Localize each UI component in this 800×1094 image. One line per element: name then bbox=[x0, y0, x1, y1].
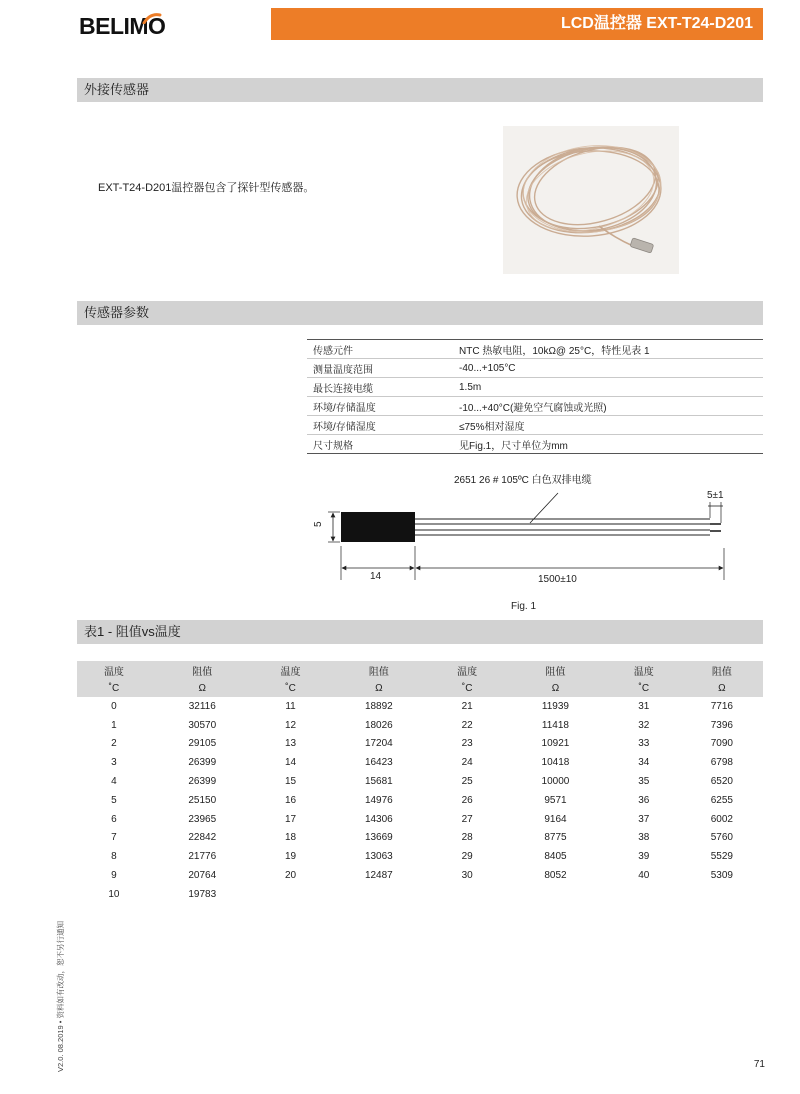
resistance-cell: 11418 bbox=[541, 719, 569, 731]
table-row bbox=[77, 866, 763, 885]
temperature-cell: 40 bbox=[638, 870, 650, 882]
temperature-cell: 20 bbox=[284, 870, 297, 882]
resistance-cell: 10921 bbox=[541, 738, 570, 750]
temperature-cell: 12 bbox=[284, 719, 297, 731]
header-temp: 温度 bbox=[633, 666, 654, 678]
logo-swoosh-icon bbox=[142, 12, 162, 24]
param-value: -10...+40°C(避免空气腐蚀或光照) bbox=[453, 397, 763, 416]
resistance-cell: 8405 bbox=[544, 851, 567, 863]
temperature-cell: 14 bbox=[284, 757, 297, 769]
temperature-cell: 2 bbox=[111, 738, 117, 750]
resistance-cell: 13669 bbox=[364, 832, 393, 844]
page-number: 71 bbox=[753, 1059, 765, 1070]
resistance-cell: 9164 bbox=[544, 813, 567, 825]
sensor-photo bbox=[503, 126, 679, 274]
intro-text: EXT-T24-D201温控器包含了探针型传感器。 bbox=[98, 182, 315, 194]
resistance-cell: 7090 bbox=[710, 738, 733, 750]
param-label: 传感元件 bbox=[307, 340, 453, 359]
param-value: ≤75%相对湿度 bbox=[453, 416, 763, 435]
unit-temp: ˚C bbox=[108, 682, 120, 694]
temperature-cell bbox=[430, 885, 504, 904]
version-note: V2.0. 08.2019 • 资料如有改动，恕不另行通知 bbox=[56, 921, 65, 1072]
param-label: 最长连接电缆 bbox=[307, 378, 453, 397]
table-row bbox=[77, 885, 763, 904]
temperature-cell: 39 bbox=[638, 851, 650, 863]
resistance-cell: 17204 bbox=[364, 738, 393, 750]
resistance-cell: 18026 bbox=[364, 719, 393, 731]
param-value: 1.5m bbox=[453, 378, 763, 397]
temperature-cell: 9 bbox=[111, 870, 117, 882]
temperature-cell bbox=[254, 885, 328, 904]
param-value: 见Fig.1，尺寸单位为mm bbox=[453, 435, 763, 454]
resistance-cell: 16423 bbox=[364, 757, 393, 769]
section-header-sensor-params bbox=[77, 301, 763, 325]
temperature-cell: 28 bbox=[461, 832, 473, 844]
table-body bbox=[77, 697, 763, 904]
param-value: -40...+105°C bbox=[453, 359, 763, 378]
temperature-cell: 31 bbox=[638, 700, 650, 712]
temperature-cell: 34 bbox=[638, 757, 650, 769]
temperature-cell: 35 bbox=[638, 776, 650, 788]
resistance-cell: 20764 bbox=[188, 870, 217, 882]
table-row bbox=[77, 753, 763, 772]
header-resistance: 阻值 bbox=[545, 666, 566, 678]
header-temp: 温度 bbox=[457, 666, 478, 678]
resistance-cell bbox=[504, 885, 607, 904]
resistance-cell: 30570 bbox=[188, 719, 217, 731]
resistance-cell: 7396 bbox=[710, 719, 733, 731]
temperature-cell: 21 bbox=[461, 700, 473, 712]
temperature-cell: 5 bbox=[111, 794, 117, 806]
dim-probe: 14 bbox=[370, 571, 382, 582]
header-resistance: 阻值 bbox=[192, 666, 213, 678]
temperature-cell: 3 bbox=[111, 757, 117, 769]
resistance-temperature-table bbox=[77, 661, 763, 904]
temperature-cell: 32 bbox=[638, 719, 650, 731]
temperature-cell: 7 bbox=[111, 832, 117, 844]
header-bar bbox=[271, 8, 763, 40]
resistance-cell: 13063 bbox=[364, 851, 393, 863]
temperature-cell: 29 bbox=[461, 851, 473, 863]
param-value: NTC 热敏电阻，10kΩ@ 25°C，特性见表 1 bbox=[453, 340, 763, 359]
table-row bbox=[77, 735, 763, 754]
table-row bbox=[77, 810, 763, 829]
temperature-cell: 36 bbox=[638, 794, 650, 806]
sensor-dimension-drawing bbox=[300, 466, 763, 616]
unit-temp: ˚C bbox=[638, 682, 650, 694]
dim-height: 5 bbox=[313, 521, 324, 527]
params-row bbox=[307, 435, 763, 454]
resistance-cell: 10000 bbox=[541, 776, 570, 788]
resistance-cell: 6798 bbox=[710, 757, 733, 769]
resistance-cell: 14306 bbox=[364, 813, 393, 825]
figure-caption: Fig. 1 bbox=[511, 601, 537, 612]
resistance-cell: 12487 bbox=[364, 870, 393, 882]
section-title: 传感器参数 bbox=[84, 305, 150, 320]
temperature-cell: 13 bbox=[284, 738, 297, 750]
resistance-cell: 11939 bbox=[541, 700, 569, 712]
unit-temp: ˚C bbox=[285, 682, 296, 694]
unit-temp: ˚C bbox=[461, 682, 473, 694]
temperature-cell: 25 bbox=[461, 776, 473, 788]
unit-resistance: Ω bbox=[551, 682, 560, 694]
table-row bbox=[77, 716, 763, 735]
section-header-external-sensor bbox=[77, 78, 763, 102]
resistance-cell: 10418 bbox=[541, 757, 570, 769]
param-label: 测量温度范围 bbox=[307, 359, 453, 378]
header-temp: 温度 bbox=[280, 666, 301, 678]
resistance-cell: 21776 bbox=[188, 851, 217, 863]
resistance-cell: 25150 bbox=[188, 794, 217, 806]
resistance-cell: 26399 bbox=[188, 776, 217, 788]
resistance-cell: 26399 bbox=[188, 757, 217, 769]
dim-cable: 1500±10 bbox=[538, 574, 577, 585]
resistance-cell bbox=[327, 885, 430, 904]
resistance-cell: 5760 bbox=[710, 832, 733, 844]
resistance-cell: 9571 bbox=[544, 794, 567, 806]
table-row bbox=[77, 772, 763, 791]
temperature-cell: 1 bbox=[111, 719, 117, 731]
resistance-cell: 5529 bbox=[710, 851, 733, 863]
table-header-row bbox=[77, 661, 763, 679]
table-unit-row bbox=[77, 679, 763, 697]
unit-resistance: Ω bbox=[375, 682, 383, 694]
param-label: 尺寸规格 bbox=[307, 435, 453, 454]
resistance-cell: 22842 bbox=[188, 832, 217, 844]
params-row bbox=[307, 397, 763, 416]
temperature-cell: 4 bbox=[111, 776, 117, 788]
param-label: 环境/存储湿度 bbox=[307, 416, 453, 435]
temperature-cell: 38 bbox=[638, 832, 650, 844]
temperature-cell: 26 bbox=[461, 794, 473, 806]
belimo-logo bbox=[79, 12, 166, 40]
table-row bbox=[77, 829, 763, 848]
temperature-cell: 18 bbox=[284, 832, 297, 844]
section-title: 表1 - 阻值vs温度 bbox=[84, 624, 181, 639]
resistance-cell: 8775 bbox=[544, 832, 567, 844]
temperature-cell: 19 bbox=[284, 851, 297, 863]
header-resistance: 阻值 bbox=[368, 666, 389, 678]
temperature-cell: 17 bbox=[284, 813, 297, 825]
resistance-cell: 15681 bbox=[364, 776, 393, 788]
temperature-cell: 23 bbox=[461, 738, 473, 750]
temperature-cell bbox=[607, 885, 681, 904]
section-header-resistance-table bbox=[77, 620, 763, 644]
param-label: 环境/存储温度 bbox=[307, 397, 453, 416]
page-title: LCD温控器 EXT-T24-D201 bbox=[560, 15, 753, 32]
params-row bbox=[307, 340, 763, 359]
temperature-cell: 27 bbox=[461, 813, 473, 825]
temperature-cell: 0 bbox=[111, 700, 117, 712]
resistance-cell: 7716 bbox=[710, 700, 733, 712]
resistance-cell: 14976 bbox=[364, 794, 393, 806]
resistance-cell: 19783 bbox=[188, 888, 217, 900]
table-row bbox=[77, 697, 763, 716]
resistance-cell bbox=[681, 885, 763, 904]
unit-resistance: Ω bbox=[198, 682, 206, 694]
temperature-cell: 24 bbox=[461, 757, 473, 769]
section-title: 外接传感器 bbox=[84, 82, 150, 97]
logo-text: BELIMO bbox=[79, 13, 166, 39]
resistance-cell: 6255 bbox=[710, 794, 733, 806]
table-row bbox=[77, 791, 763, 810]
header-temp: 温度 bbox=[103, 666, 124, 678]
temperature-cell: 10 bbox=[108, 888, 120, 900]
table-row bbox=[77, 847, 763, 866]
resistance-cell: 6002 bbox=[710, 813, 733, 825]
temperature-cell: 22 bbox=[461, 719, 473, 731]
temperature-cell: 6 bbox=[111, 813, 117, 825]
temperature-cell: 16 bbox=[284, 794, 297, 806]
temperature-cell: 33 bbox=[638, 738, 650, 750]
dim-strip: 5±1 bbox=[707, 490, 724, 501]
probe-body bbox=[341, 512, 415, 542]
params-row bbox=[307, 416, 763, 435]
resistance-cell: 23965 bbox=[188, 813, 217, 825]
resistance-cell: 5309 bbox=[710, 870, 733, 882]
temperature-cell: 8 bbox=[111, 851, 117, 863]
temperature-cell: 11 bbox=[285, 700, 296, 712]
resistance-cell: 6520 bbox=[710, 776, 733, 788]
temperature-cell: 30 bbox=[461, 870, 473, 882]
temperature-cell: 15 bbox=[284, 776, 297, 788]
header-resistance: 阻值 bbox=[711, 666, 732, 678]
cable-label: 2651 26 # 105ºC 白色双排电缆 bbox=[454, 475, 592, 486]
resistance-cell: 18892 bbox=[364, 700, 393, 712]
params-row bbox=[307, 378, 763, 397]
resistance-cell: 29105 bbox=[188, 738, 217, 750]
params-table bbox=[307, 339, 763, 454]
unit-resistance: Ω bbox=[718, 682, 726, 694]
resistance-cell: 32116 bbox=[188, 700, 216, 712]
resistance-cell: 8052 bbox=[544, 870, 567, 882]
temperature-cell: 37 bbox=[638, 813, 650, 825]
params-row bbox=[307, 359, 763, 378]
